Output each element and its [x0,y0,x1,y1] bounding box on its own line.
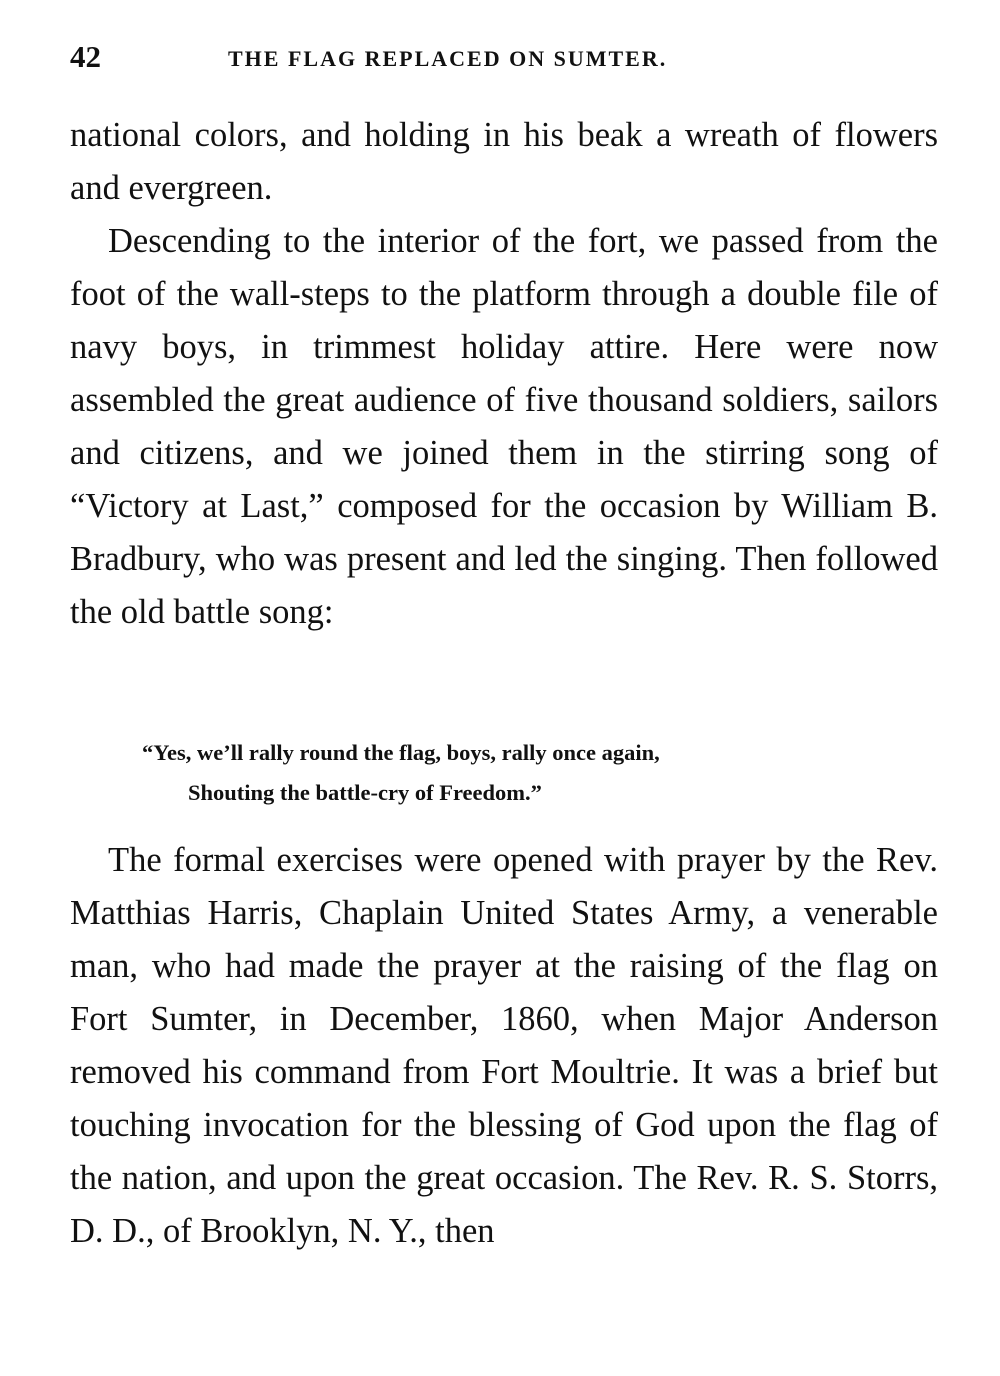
paragraph-continuation: national colors, and holding in his beak a wreath of flowers and evergreen. [70,116,938,207]
paragraph-formal-exercises: The formal exercises were opened with prayer by the Rev. Matthias Harris, Chaplain United States Army, a venerable man, who had made the prayer at the raising of the flag on Fort Sumter, in December, 1860, when Major Anderson removed his command from Fort Moultrie. It was a brief but touching invocation for the blessing of God upon the flag of the nation, and upon the great occasion. The Rev. R. S. Storrs, D. D., of Brooklyn, N. Y., then [70,841,938,1250]
page-number: 42 [70,39,101,74]
running-head: THE FLAG REPLACED ON SUMTER. [228,46,668,71]
quote-line-1: “Yes, we’ll rally round the flag, boys, rally once again, [142,740,660,765]
song-quote [142,733,902,813]
paragraph-descending: Descending to the interior of the fort, we passed from the foot of the wall-steps to the platform through a double file of navy boys, in trimmest holiday attire. Here were now assembled the great audience of five thousand soldiers, sailors and citizens, and we joined them in the stirring song of “Victory at Last,” composed for the occasion by William B. Bradbury, who was present and led the singing. Then followed the old battle song: [70,222,938,631]
quote-line-2: Shouting the battle-cry of Freedom.” [188,780,542,805]
page-header [70,40,938,80]
